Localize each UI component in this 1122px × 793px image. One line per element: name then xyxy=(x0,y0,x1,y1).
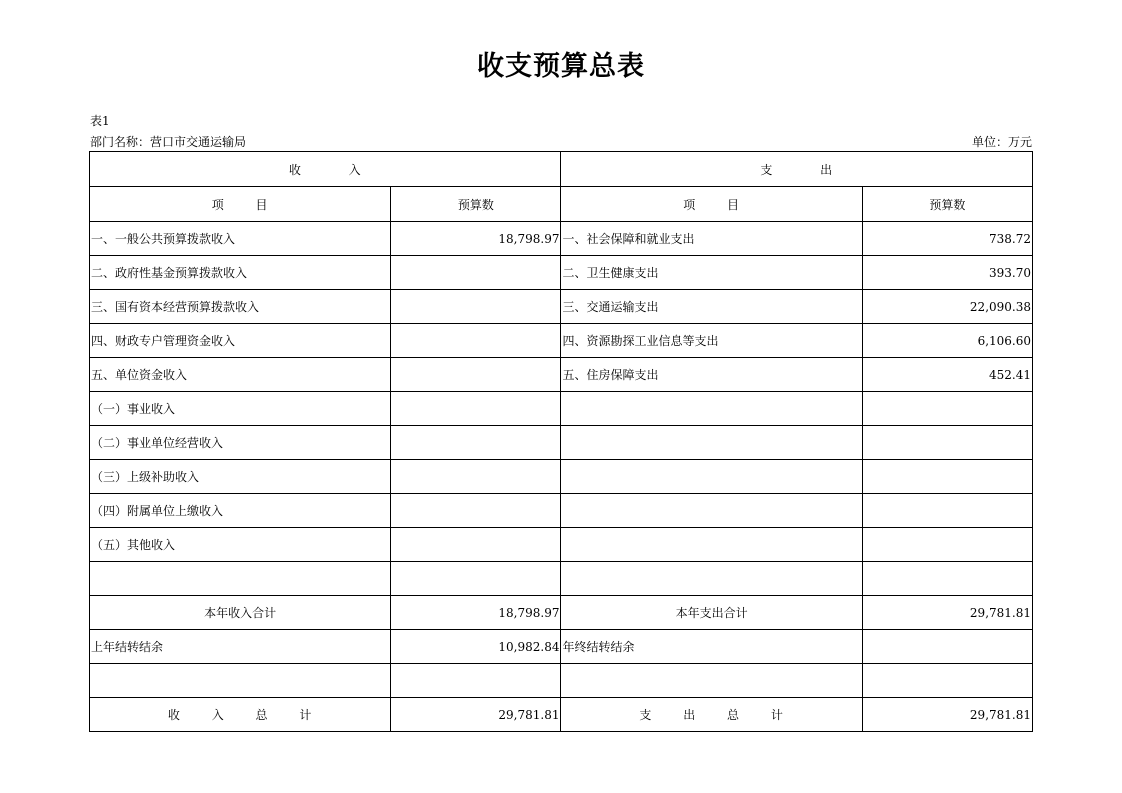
income-subtotal-value: 18,798.97 xyxy=(391,596,561,630)
expense-value-cell xyxy=(862,392,1032,426)
department-name: 部门名称：营口市交通运输局 xyxy=(90,135,247,149)
expense-section-header: 支 出 xyxy=(561,152,1033,187)
income-value-cell xyxy=(391,392,561,426)
grand-total-row xyxy=(90,698,1033,732)
income-value-cell xyxy=(391,358,561,392)
expense-value-cell: 738.72 xyxy=(862,222,1032,256)
expense-total-label: 支 出 总 计 xyxy=(561,698,862,732)
page-title: 收支预算总表 xyxy=(477,51,645,82)
expense-budget-header: 预算数 xyxy=(862,187,1032,222)
expense-item-cell xyxy=(561,494,862,528)
expense-item-cell: 一、社会保障和就业支出 xyxy=(561,222,862,256)
income-value-cell xyxy=(391,494,561,528)
blank-cell xyxy=(561,664,862,698)
table-row xyxy=(90,358,1033,392)
expense-value-cell: 393.70 xyxy=(862,256,1032,290)
expense-item-cell xyxy=(561,426,862,460)
table-row xyxy=(90,256,1033,290)
unit-label: 单位：万元 xyxy=(971,135,1032,149)
income-value-cell xyxy=(391,528,561,562)
income-item-cell: 三、国有资本经营预算拨款收入 xyxy=(90,290,391,324)
table-row xyxy=(90,324,1033,358)
expense-item-header: 项 目 xyxy=(561,187,862,222)
income-item-cell: 二、政府性基金预算拨款收入 xyxy=(90,256,391,290)
income-value-cell: 18,798.97 xyxy=(391,222,561,256)
income-value-cell xyxy=(391,256,561,290)
income-carryover-label: 上年结转结余 xyxy=(90,630,391,664)
table-row xyxy=(90,222,1033,256)
income-item-cell: 五、单位资金收入 xyxy=(90,358,391,392)
blank-cell xyxy=(862,664,1032,698)
income-value-cell xyxy=(391,460,561,494)
expense-item-cell xyxy=(561,528,862,562)
income-value-cell xyxy=(391,324,561,358)
income-budget-header: 预算数 xyxy=(391,187,561,222)
header-row-sections xyxy=(90,152,1033,187)
income-value-cell xyxy=(391,426,561,460)
budget-table xyxy=(89,151,1033,732)
expense-value-cell xyxy=(862,562,1032,596)
expense-value-cell: 22,090.38 xyxy=(862,290,1032,324)
table-row xyxy=(90,290,1033,324)
expense-item-cell: 二、卫生健康支出 xyxy=(561,256,862,290)
table-number: 表1 xyxy=(90,114,110,128)
expense-item-cell xyxy=(561,392,862,426)
carryover-row xyxy=(90,630,1033,664)
blank-cell xyxy=(90,664,391,698)
expense-carryover-label: 年终结转结余 xyxy=(561,630,862,664)
income-item-cell: （五）其他收入 xyxy=(90,528,391,562)
income-item-cell xyxy=(90,562,391,596)
income-total-value: 29,781.81 xyxy=(391,698,561,732)
expense-item-cell: 三、交通运输支出 xyxy=(561,290,862,324)
subtotal-row xyxy=(90,596,1033,630)
table-row xyxy=(90,494,1033,528)
expense-subtotal-value: 29,781.81 xyxy=(862,596,1032,630)
expense-value-cell xyxy=(862,460,1032,494)
expense-subtotal-label: 本年支出合计 xyxy=(561,596,862,630)
table-row xyxy=(90,460,1033,494)
income-section-header: 收 入 xyxy=(90,152,561,187)
expense-item-cell xyxy=(561,460,862,494)
income-item-cell: （四）附属单位上缴收入 xyxy=(90,494,391,528)
expense-value-cell xyxy=(862,528,1032,562)
income-item-header: 项 目 xyxy=(90,187,391,222)
income-item-cell: 四、财政专户管理资金收入 xyxy=(90,324,391,358)
table-row xyxy=(90,392,1033,426)
expense-item-cell: 五、住房保障支出 xyxy=(561,358,862,392)
blank-row xyxy=(90,664,1033,698)
income-item-cell: （二）事业单位经营收入 xyxy=(90,426,391,460)
expense-total-value: 29,781.81 xyxy=(862,698,1032,732)
expense-item-cell xyxy=(561,562,862,596)
income-item-cell: 一、一般公共预算拨款收入 xyxy=(90,222,391,256)
income-subtotal-label: 本年收入合计 xyxy=(90,596,391,630)
income-carryover-value: 10,982.84 xyxy=(391,630,561,664)
income-total-label: 收 入 总 计 xyxy=(90,698,391,732)
table-row xyxy=(90,562,1033,596)
header-row-columns xyxy=(90,187,1033,222)
expense-value-cell xyxy=(862,494,1032,528)
income-item-cell: （一）事业收入 xyxy=(90,392,391,426)
expense-value-cell: 6,106.60 xyxy=(862,324,1032,358)
expense-item-cell: 四、资源勘探工业信息等支出 xyxy=(561,324,862,358)
income-item-cell: （三）上级补助收入 xyxy=(90,460,391,494)
table-row xyxy=(90,528,1033,562)
expense-value-cell: 452.41 xyxy=(862,358,1032,392)
expense-value-cell xyxy=(862,426,1032,460)
blank-cell xyxy=(391,664,561,698)
income-value-cell xyxy=(391,290,561,324)
expense-carryover-value xyxy=(862,630,1032,664)
table-row xyxy=(90,426,1033,460)
income-value-cell xyxy=(391,562,561,596)
